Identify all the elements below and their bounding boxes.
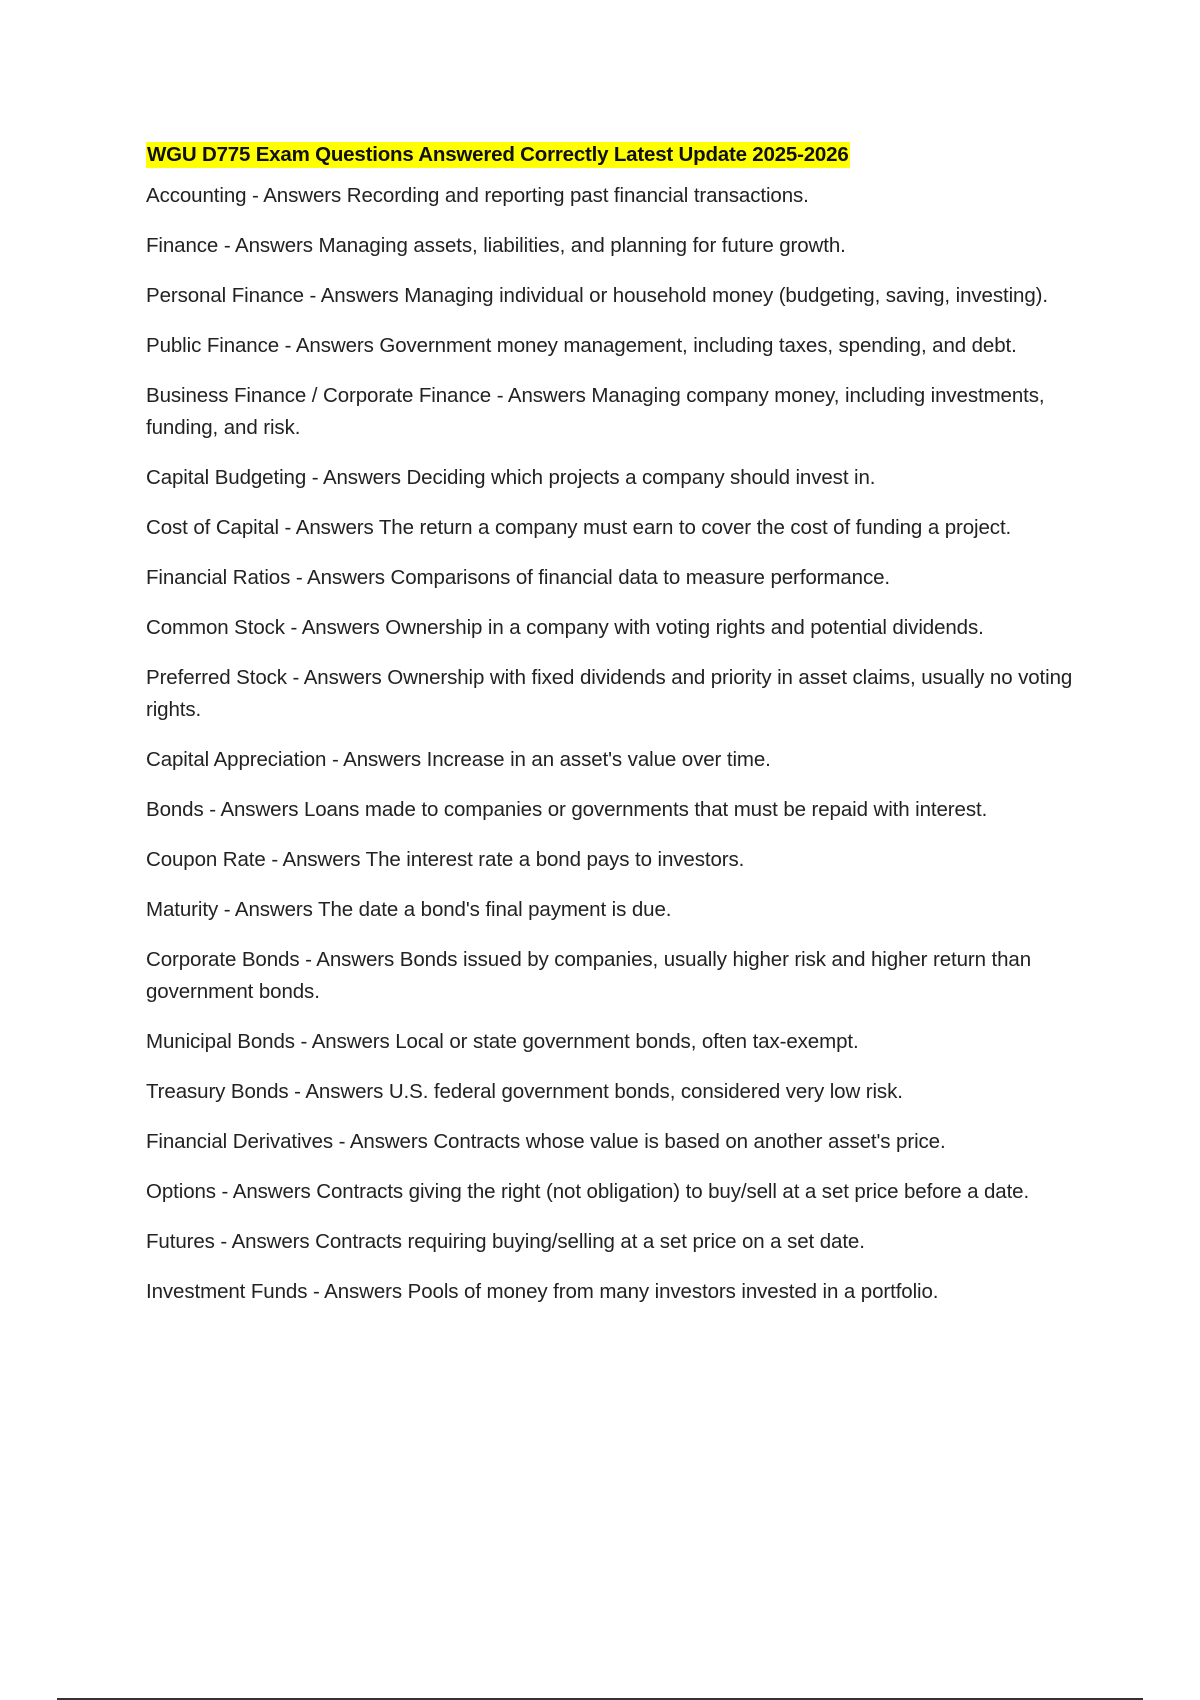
glossary-entry — [146, 1076, 1106, 1108]
entry-term: Preferred Stock — [146, 666, 287, 689]
entry-term: Municipal Bonds — [146, 1030, 295, 1053]
entry-separator: - — [284, 616, 302, 639]
entry-answer: Answers Contracts giving the right (not obligation) to buy/sell at a set price before a date. — [232, 1180, 1030, 1203]
entry-answer: Answers Pools of money from many investors invested in a portfolio. — [324, 1280, 939, 1303]
glossary-entry — [146, 1226, 1106, 1258]
entry-separator: - — [307, 1280, 325, 1303]
entry-term: Options — [146, 1180, 216, 1203]
entry-term: Personal Finance — [146, 284, 304, 307]
glossary-entry — [146, 894, 1106, 926]
entry-separator: - — [288, 1080, 306, 1103]
entry-answer: Answers Recording and reporting past financial transactions. — [263, 184, 809, 207]
glossary-entry — [146, 380, 1106, 444]
entry-term: Corporate Bonds — [146, 948, 300, 971]
entry-separator: - — [215, 1180, 233, 1203]
entry-separator: - — [265, 848, 283, 871]
entry-answer: Answers Bonds issued by companies, usually higher risk and higher return than government bonds. — [146, 948, 1032, 1003]
entry-answer: Answers Managing individual or household money (budgeting, saving, investing). — [320, 284, 1048, 307]
entry-term: Finance — [146, 234, 219, 257]
entry-term: Business Finance / Corporate Finance — [146, 384, 492, 407]
glossary-entry — [146, 280, 1106, 312]
glossary-list — [146, 180, 1106, 1308]
document-content — [146, 142, 1106, 1326]
glossary-entry — [146, 330, 1106, 362]
entry-answer: Answers Loans made to companies or governments that must be repaid with interest. — [220, 798, 988, 821]
entry-answer: Answers Increase in an asset's value over time. — [343, 748, 771, 771]
entry-answer: Answers Local or state government bonds, often tax-exempt. — [311, 1030, 859, 1053]
entry-term: Financial Derivatives — [146, 1130, 334, 1153]
glossary-entry — [146, 1276, 1106, 1308]
entry-answer: Answers U.S. federal government bonds, considered very low risk. — [305, 1080, 903, 1103]
glossary-entry — [146, 744, 1106, 776]
glossary-entry — [146, 794, 1106, 826]
entry-term: Investment Funds — [146, 1280, 308, 1303]
entry-separator: - — [294, 1030, 312, 1053]
glossary-entry — [146, 512, 1106, 544]
entry-answer: Answers Managing company money, including investments, funding, and risk. — [146, 384, 1045, 439]
glossary-entry — [146, 1176, 1106, 1208]
glossary-entry — [146, 944, 1106, 1008]
entry-separator: - — [290, 566, 308, 589]
entry-separator: - — [214, 1230, 232, 1253]
entry-term: Bonds — [146, 798, 204, 821]
glossary-entry — [146, 612, 1106, 644]
entry-term: Accounting — [146, 184, 247, 207]
entry-answer: Answers The interest rate a bond pays to investors. — [282, 848, 745, 871]
entry-answer: Answers Contracts requiring buying/selling at a set price on a set date. — [231, 1230, 865, 1253]
glossary-entry — [146, 180, 1106, 212]
entry-answer: Answers Government money management, including taxes, spending, and debt. — [295, 334, 1017, 357]
entry-separator: - — [306, 466, 323, 489]
entry-answer: Answers The date a bond's final payment is due. — [234, 898, 672, 921]
entry-answer: Answers Ownership with fixed dividends and priority in asset claims, usually no voting rights. — [146, 666, 1073, 721]
entry-answer: Answers Deciding which projects a company should invest in. — [322, 466, 876, 489]
entry-answer: Answers The return a company must earn to cover the cost of funding a project. — [295, 516, 1012, 539]
entry-term: Maturity — [146, 898, 219, 921]
glossary-entry — [146, 1126, 1106, 1158]
glossary-entry — [146, 230, 1106, 262]
entry-separator: - — [303, 284, 321, 307]
entry-answer: Answers Managing assets, liabilities, and planning for future growth. — [235, 234, 846, 257]
entry-separator: - — [326, 748, 344, 771]
entry-term: Cost of Capital — [146, 516, 279, 539]
entry-separator: - — [218, 898, 235, 921]
entry-separator: - — [279, 334, 296, 357]
entry-answer: Answers Contracts whose value is based on another asset's price. — [349, 1130, 946, 1153]
entry-term: Treasury Bonds — [146, 1080, 289, 1103]
entry-separator: - — [278, 516, 296, 539]
glossary-entry — [146, 844, 1106, 876]
entry-term: Coupon Rate — [146, 848, 266, 871]
document-title: WGU D775 Exam Questions Answered Correctly Latest Update 2025-2026 — [147, 143, 849, 166]
entry-term: Public Finance — [146, 334, 280, 357]
entry-term: Financial Ratios — [146, 566, 291, 589]
entry-term: Capital Budgeting — [146, 466, 307, 489]
entry-separator: - — [203, 798, 221, 821]
entry-term: Futures — [146, 1230, 215, 1253]
entry-separator: - — [333, 1130, 350, 1153]
entry-separator: - — [491, 384, 508, 407]
entry-term: Common Stock — [146, 616, 285, 639]
glossary-entry — [146, 562, 1106, 594]
entry-answer: Answers Comparisons of financial data to measure performance. — [307, 566, 891, 589]
glossary-entry — [146, 462, 1106, 494]
glossary-entry — [146, 662, 1106, 726]
entry-separator: - — [286, 666, 304, 689]
entry-separator: - — [246, 184, 264, 207]
entry-separator: - — [299, 948, 317, 971]
entry-separator: - — [218, 234, 236, 257]
entry-answer: Answers Ownership in a company with voting rights and potential dividends. — [301, 616, 984, 639]
glossary-entry — [146, 1026, 1106, 1058]
entry-term: Capital Appreciation — [146, 748, 327, 771]
